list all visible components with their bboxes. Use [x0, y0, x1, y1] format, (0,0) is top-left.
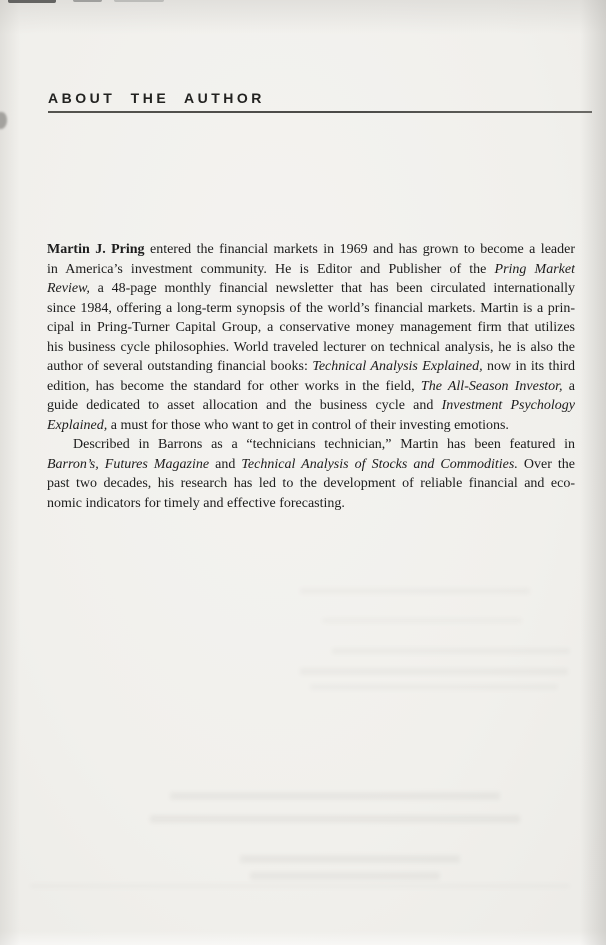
ghost-showthrough: [170, 792, 500, 800]
text-segment: his business cycle philosophies. World traveled lecturer on technical analysis, he is also the: [47, 339, 575, 355]
text-line: [47, 318, 575, 338]
text-segment: in America’s investment community. He is Editor and Publisher of the: [47, 261, 495, 277]
text-line: [47, 377, 575, 397]
text-segment: The All-Season Investor,: [420, 378, 563, 394]
ghost-showthrough: [310, 684, 558, 690]
scan-edge-mark: [114, 0, 164, 2]
ghost-showthrough: [300, 668, 568, 675]
text-line: [47, 396, 575, 416]
text-line: [47, 474, 575, 494]
ghost-showthrough: [250, 872, 440, 880]
page-title: ABOUT THE AUTHOR: [48, 90, 265, 106]
text-segment: nomic indicators for timely and effective forecasting.: [47, 495, 345, 511]
text-segment: author of several outstanding financial books:: [47, 359, 313, 374]
paragraph: [47, 240, 575, 435]
text-segment: Investment Psychology: [441, 398, 575, 413]
text-segment: now in its third: [482, 359, 575, 374]
text-segment: and: [209, 456, 242, 472]
text-segment: guide dedicated to asset allocation and the business cycle and: [47, 398, 442, 413]
text-segment: cipal in Pring-Turner Capital Group, a conservative money management firm that utilizes: [47, 320, 575, 335]
scan-edge-mark: [73, 0, 102, 2]
text-line: [47, 338, 575, 358]
text-line: [47, 279, 575, 299]
text-segment: Pring Market: [494, 261, 575, 277]
text-segment: past two decades, his research has led to the development of reliable financial and eco-: [47, 476, 575, 491]
text-segment: a must for those who want to get in control of their investing emotions.: [107, 417, 509, 433]
ghost-showthrough: [322, 618, 522, 623]
text-segment: Barron’s, Futures Magazine: [47, 456, 210, 472]
text-segment: Review,: [47, 281, 90, 296]
text-segment: since 1984, offering a long-term synopsis of the world’s financial markets. Martin is a prin-: [47, 300, 575, 316]
text-segment: Explained,: [47, 417, 108, 433]
text-segment: Martin J. Pring: [47, 242, 145, 257]
ghost-showthrough: [30, 884, 570, 888]
scan-edge-mark: [8, 0, 56, 3]
text-line: [47, 435, 575, 455]
text-segment: Over the: [517, 456, 575, 472]
text-line: [47, 416, 575, 436]
text-segment: entered the financial markets in 1969 and has grown to become a leader: [144, 242, 575, 257]
text-segment: a 48-page monthly financial newsletter that has been circulated internationally: [89, 281, 575, 296]
text-segment: Technical Analysis Explained,: [312, 359, 483, 374]
ghost-showthrough: [150, 815, 520, 823]
text-line: [47, 494, 575, 514]
paragraph: [47, 435, 575, 513]
text-segment: Described in Barrons as a “technicians technician,” Martin has been featured in: [73, 437, 575, 452]
text-segment: a: [562, 378, 575, 394]
text-line: [47, 240, 575, 260]
ghost-showthrough: [300, 588, 530, 594]
body-text: [47, 240, 575, 513]
ghost-showthrough: [240, 855, 460, 863]
text-segment: Technical Analysis of Stocks and Commodities.: [241, 456, 518, 472]
text-line: [47, 357, 575, 377]
scan-smudge-mark: [0, 112, 7, 129]
text-segment: edition, has become the standard for other works in the field,: [47, 378, 421, 394]
text-line: [47, 455, 575, 475]
ghost-showthrough: [332, 648, 570, 654]
heading-rule: [48, 111, 592, 113]
text-line: [47, 299, 575, 319]
text-line: [47, 260, 575, 280]
